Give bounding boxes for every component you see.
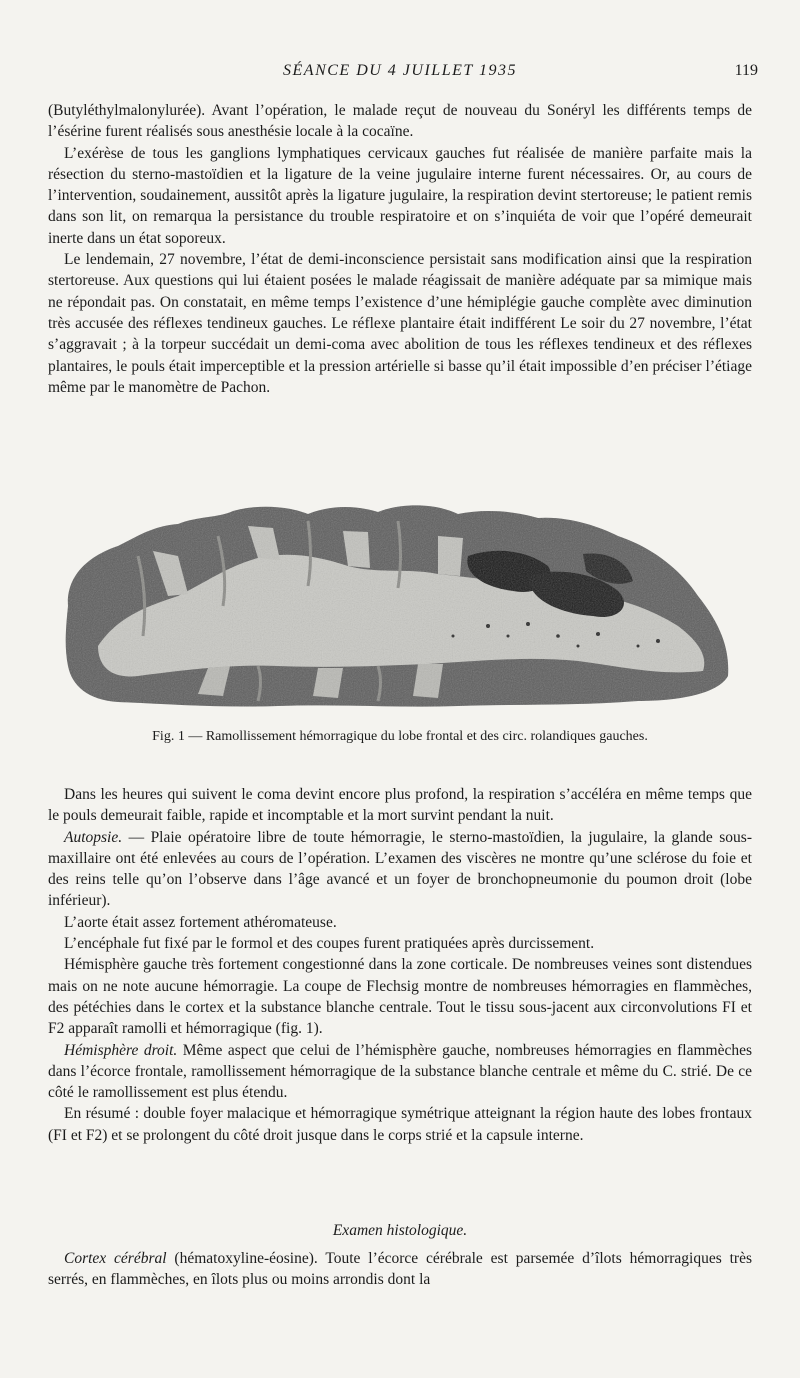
hemisphere-droit-label: Hémisphère droit. bbox=[64, 1041, 178, 1059]
text-block-final bbox=[48, 1248, 752, 1291]
paragraph-6: L’aorte était assez fortement athéromateuse. bbox=[64, 913, 337, 931]
section-subheading: Examen histologique. bbox=[332, 1222, 468, 1239]
paragraph-4: Dans les heures qui suivent le coma devint encore plus profond, la respiration s’accéléra en même temps que le pouls demeurait faible, rapide et incomptable et la mort survint pendant la nuit. bbox=[48, 786, 752, 825]
text-block-top bbox=[48, 100, 752, 398]
page-number: 119 bbox=[734, 62, 758, 79]
page-header bbox=[0, 62, 800, 86]
paragraph-2: L’exérèse de tous les ganglions lymphatiques cervicaux gauches fut réalisée de manière parfaite mais la résection du sterno-mastoïdien et la ligature de la veine jugulaire interne furent nécessaires. Or, au cours de l’intervention, soudainement, aussitôt après la ligature jugulaire, la respiration devint stertoreuse; le patient remis dans son lit, on remarqua la persistance du trouble respiratoire et on s’inquiéta de voir que l’opéré demeurait inerte dans un état soporeux. bbox=[48, 144, 752, 247]
paragraph-9 bbox=[48, 1040, 752, 1104]
paragraph-1: (Butyléthylmalonylurée). Avant l’opération, le malade reçut de nouveau du Sonéryl les différents temps de l’ésérine furent réalisés sous anesthésie locale à la cocaïne. bbox=[48, 102, 752, 141]
paragraph-8: Hémisphère gauche très fortement congestionné dans la zone corticale. De nombreuses veines sont distendues mais on ne note aucune hémorragie. La coupe de Flechsig montre de nombreuses hémorragies en flammèches, des pétéchies dans le cortex et la substance blanche centrale. Tout le tissu sous-jacent aux circonvolutions FI et F2 apparaît ramolli et hémorragique (fig. 1). bbox=[48, 956, 752, 1038]
paragraph-5-text: — Plaie opératoire libre de toute hémorragie, le sterno-mastoïdien, la jugulaire, la glande sous-maxillaire ont été enlevées au cours de l’opération. L’examen des viscères ne montre qu’une sclérose du foie et des reins telle qu’on l’observe dans l’âge avancé et un foyer de bronchopneumonie du poumon droit (lobe inférieur). bbox=[48, 828, 752, 910]
brain-section-figure bbox=[58, 496, 734, 712]
paragraph-11 bbox=[48, 1248, 752, 1291]
paragraph-11-text: (hématoxyline-éosine). Toute l’écorce cérébrale est parsemée d’îlots hémorragiques très serrés, en flammèches, en îlots plus ou moins arrondis dont la bbox=[48, 1250, 752, 1289]
paragraph-7: L’encéphale fut fixé par le formol et des coupes furent pratiquées après durcissement. bbox=[64, 935, 595, 953]
brain-section-image bbox=[58, 496, 734, 712]
figure-caption: Fig. 1 — Ramollissement hémorragique du lobe frontal et des circ. rolandiques gauches. bbox=[152, 729, 648, 744]
text-block-bottom bbox=[48, 784, 752, 1146]
cortex-label: Cortex cérébral bbox=[64, 1250, 167, 1267]
paragraph-3: Le lendemain, 27 novembre, l’état de demi-inconscience persistait sans modification ainsi que la respiration stertoreuse. Aux questions qui lui étaient posées le malade réagissait de manière adéquate par sa mimique mais ne répondait pas. On constatait, en même temps l’existence d’une hémiplégie gauche complète avec diminution très accusée des réflexes tendineux gauches. Le réflexe plantaire était indifférent Le soir du 27 novembre, l’état s’aggravait ; à la torpeur succédait un demi-coma avec abolition de tous les réflexes tendineux et des réflexes plantaires, le pouls était imperceptible et la pression artérielle si basse qu’il était impossible d’en préciser l’étiage même par le manomètre de Pachon. bbox=[48, 251, 752, 396]
paragraph-9-text: Même aspect que celui de l’hémisphère gauche, nombreuses hémorragies en flammèches dans l’écorce frontale, ramollissement hémorragique de la substance blanche centrale et même du C. strié. De ce côté le ramollissement est plus étendu. bbox=[48, 1041, 752, 1102]
paragraph-10: En résumé : double foyer malacique et hémorragique symétrique atteignant la région haute des lobes frontaux (FI et F2) et se prolongent du côté droit jusque dans le corps strié et la capsule interne. bbox=[48, 1105, 752, 1144]
paragraph-5 bbox=[48, 827, 752, 912]
autopsie-label: Autopsie. bbox=[64, 828, 123, 846]
running-head: SÉANCE DU 4 JUILLET 1935 bbox=[283, 62, 517, 79]
